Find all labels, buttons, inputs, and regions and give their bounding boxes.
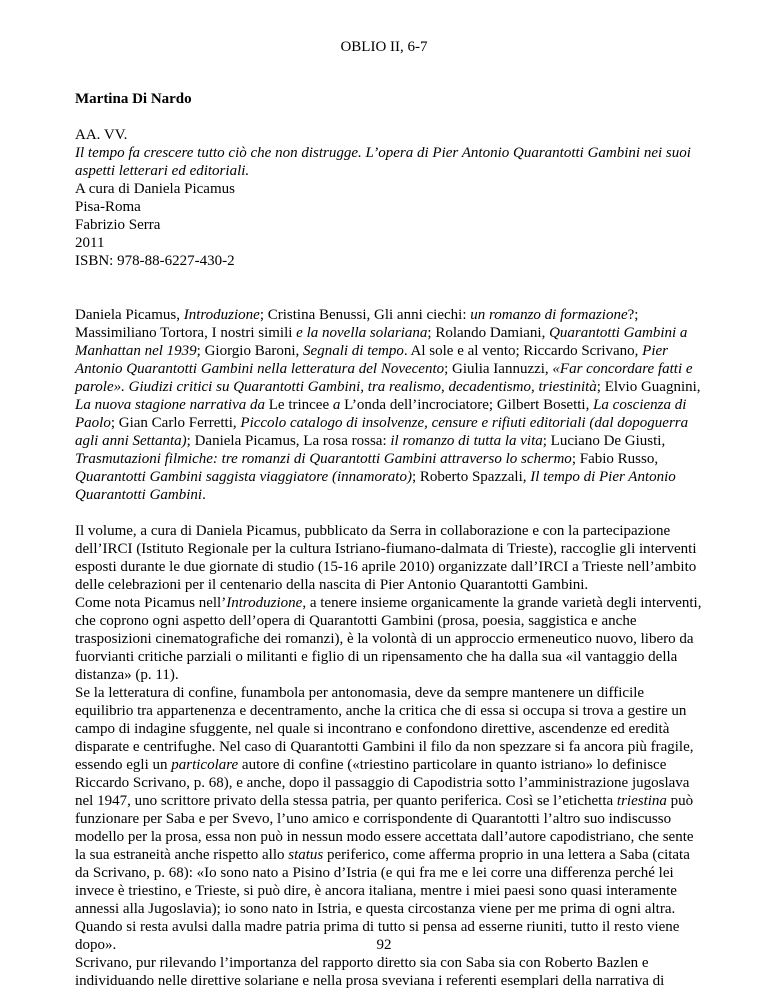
book-curator: A cura di Daniela Picamus — [75, 181, 235, 197]
book-year: 2011 — [75, 235, 105, 251]
review-body — [75, 522, 705, 990]
body-paragraph: Come nota Picamus nell’Introduzione, a tenere insieme organicamente la grande varietà degli interventi, che coprono ogni aspetto dell’opera di Quarantotti Gambini (prosa, poesia, saggistica e anche trasposizioni cinematografiche dei romanzi), è la volontà di un approccio ermeneutico nuovo, libero da fuorvianti critiche parziali o militanti e figlio di un ripensamento che ha dalla sua «il vantaggio della distanza» (p. 11). — [75, 595, 702, 683]
book-title: Il tempo fa crescere tutto ciò che non distrugge. L’opera di Pier Antonio Quarantotti Gambini nei suoi aspetti letterari ed editoriali. — [75, 145, 691, 179]
body-paragraph: Il volume, a cura di Daniela Picamus, pubblicato da Serra in collaborazione e con la partecipazione dell’IRCI (Istituto Regionale per la cultura Istriano-fiumano-dalmata di Trieste), raccoglie gli interventi esposti durante le due giornate di studio (15-16 aprile 2010) organizzate dall’IRCI a Trieste nell’ambito delle celebrazioni per il centenario della nascita di Pier Antonio Quarantotti Gambini. — [75, 523, 697, 593]
book-publisher: Fabrizio Serra — [75, 217, 161, 233]
page-number: 92 — [376, 937, 392, 953]
review-content — [75, 90, 705, 990]
table-of-contents: Daniela Picamus, Introduzione; Cristina Benussi, Gli anni ciechi: un romanzo di formazione?; Massimiliano Tortora, I nostri simili e la novella solariana; Rolando Damiani, Quarantotti Gambini a Manhattan nel 1939; Giorgio Baroni, Segnali di tempo. Al sole e al vento; Riccardo Scrivano, Pier Antonio Quarantotti Gambini nella letteratura del Novecento; Giulia Iannuzzi, «Far concordare fatti e parole». Giudizi critici su Quarantotti Gambini, tra realismo, decadentismo, triestinità; Elvio Guagnini, La nuova stagione narrativa da Le trincee a L’onda dell’incrociatore; Gilbert Bosetti, La coscienza di Paolo; Gian Carlo Ferretti, Piccolo catalogo di insolvenze, censure e rifiuti editoriali (dal dopoguerra agli anni Settanta); Daniela Picamus, La rosa rossa: il romanzo di tutta la vita; Luciano De Giusti, Trasmutazioni filmiche: tre romanzi di Quarantotti Gambini attraverso lo schermo; Fabio Russo, Quarantotti Gambini saggista viaggiatore (innamorato); Roberto Spazzali, Il tempo di Pier Antonio Quarantotti Gambini. — [75, 307, 701, 503]
book-isbn: ISBN: 978-88-6227-430-2 — [75, 253, 235, 269]
review-author: Martina Di Nardo — [75, 91, 192, 107]
bibliographic-entry — [75, 126, 705, 270]
body-paragraph: Se la letteratura di confine, funambola per antonomasia, deve da sempre mantenere un difficile equilibrio tra appartenenza e decentramento, anche la critica che di essa si occupa si trova a gestire un campo di indagine sfuggente, nel quale si incontrano e confondono direttive, ascendenze ed eredità disparate e centrifughe. Nel caso di Quarantotti Gambini il filo da non spezzare si fa ancora più fragile, essendo egli un particolare autore di confine («triestino particolare in quanto istriano» lo definisce Riccardo Scrivano, p. 68), e anche, dopo il passaggio di Capodistria sotto l’amministrazione jugoslava nel 1947, uno scrittore privato della stessa patria, per quanto periferica. Così se l’etichetta triestina può funzionare per Saba e per Svevo, l’uno amico e corrispondente di Quarantotti l’altro suo indiscusso modello per la prosa, essa non può in nessun modo essere accettata dall’autore capodistriano, che sente la sua estraneità anche rispetto allo status periferico, come afferma proprio in una lettera a Saba (citata da Scrivano, p. 68): «Io sono nato a Pisino d’Istria (e qui fra me e lei corre una differenza perché lei invece è triestino, e Trieste, si può dire, è ancora italiana, mentre i miei paesi sono quasi interamente annessi alla Jugoslavia); io sono nato in Istria, e questa circostanza viene per me prima di ogni altra. Quando si resta avulsi dalla madre patria prima di tutto si pensa ad esserne riuniti, tutto il resto viene dopo». — [75, 685, 694, 953]
body-paragraph: Scrivano, pur rilevando l’importanza del rapporto diretto sia con Saba sia con Roberto Bazlen e individuando nelle direttive solariane e nella prosa sveviana i referenti esemplari della narrativa di — [75, 955, 665, 989]
running-header: OBLIO II, 6-7 — [340, 39, 428, 55]
book-editors: AA. VV. — [75, 127, 128, 143]
book-place: Pisa-Roma — [75, 199, 141, 215]
